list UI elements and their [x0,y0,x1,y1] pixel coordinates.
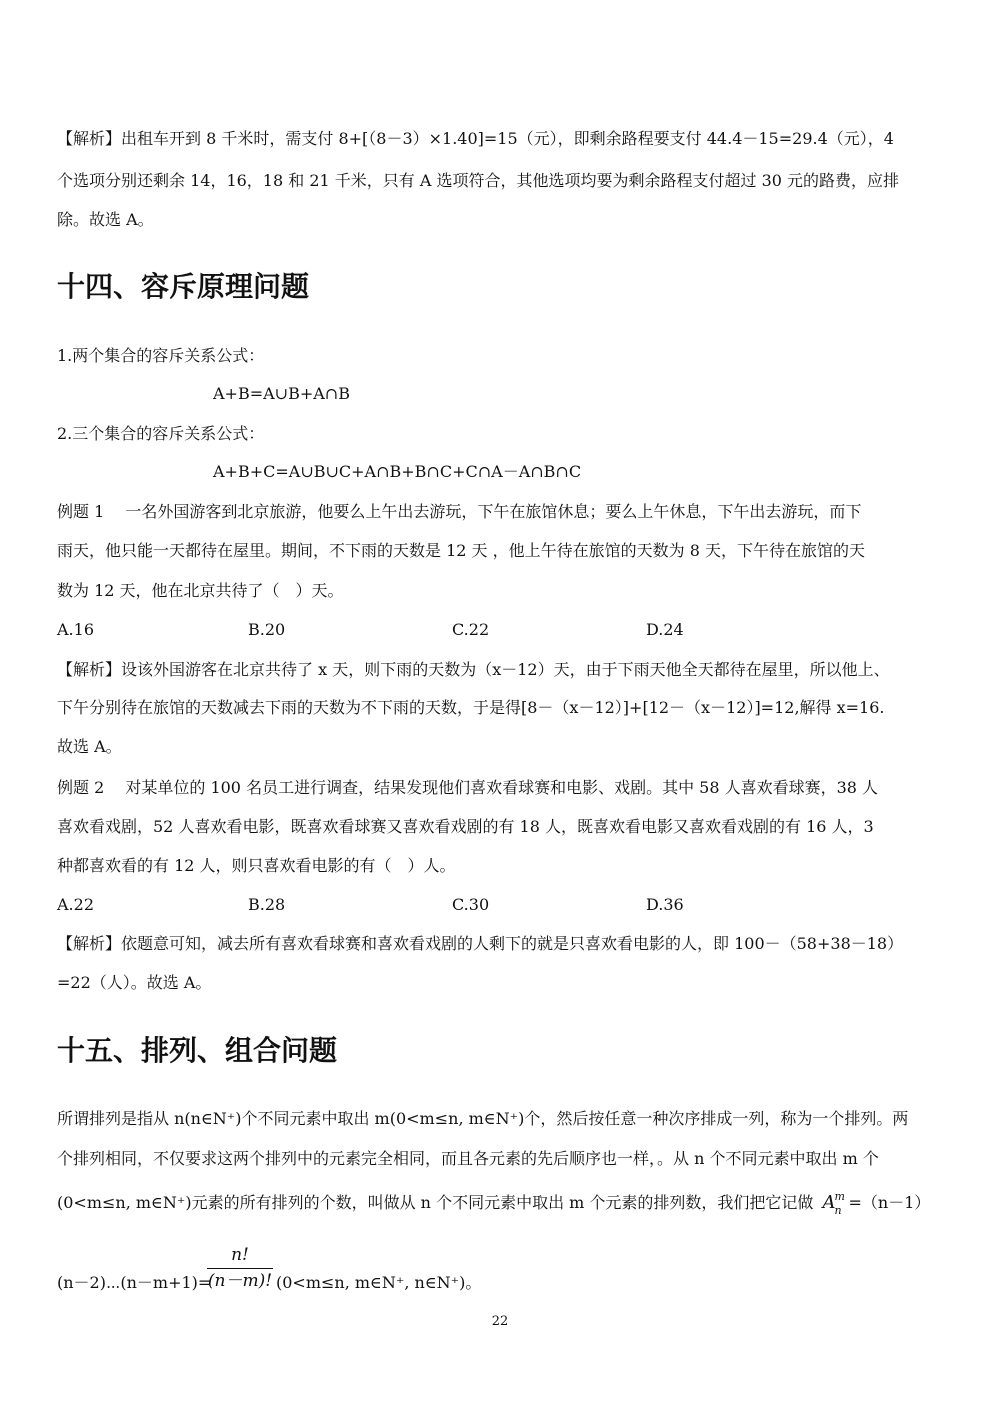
option-a: A.16 [57,620,94,639]
paragraph-text [57,1190,947,1217]
formula-head: (n－2)⋯(n－m+1)= [57,1273,212,1292]
example-text: 喜欢看戏剧，52 人喜欢看电影，既喜欢看球赛又喜欢看戏剧的有 18 人，既喜欢看电影又喜欢看戏剧的有 16 人，3 [57,817,874,836]
section-heading-14: 十四、容斥原理问题 [57,270,310,303]
fraction-numerator: n! [231,1245,249,1265]
paragraph-text-tail: =（n－1） [848,1193,931,1212]
example-text: 数为 12 天，他在北京共待了（ ）天。 [57,581,344,600]
section-heading-15: 十五、排列、组合问题 [57,1034,338,1067]
analysis-text: =22（人）。故选 A。 [57,973,212,992]
page-number: 22 [491,1314,509,1329]
option-d: D.36 [646,895,684,914]
paragraph-text-main: (0<m≤n, m∈N⁺)元素的所有排列的个数，叫做从 n 个不同元素中取出 m 个元素的排列数，我们把它记做 [57,1193,814,1212]
formula-label: 2.三个集合的容斥关系公式： [57,424,265,443]
option-d: D.24 [646,620,684,639]
example-text: 例题 1 一名外国游客到北京旅游，他要么上午出去游玩，下午在旅馆休息；要么上午休息，下午出去游玩，而下 [57,502,862,521]
option-c: C.30 [452,895,490,914]
analysis-text: 【解析】依题意可知，减去所有喜欢看球赛和喜欢看戏剧的人剩下的就是只喜欢看电影的人，即 100－（58+38－18） [57,934,904,953]
example-text: 例题 2 对某单位的 100 名员工进行调查，结果发现他们喜欢看球赛和电影、戏剧。其中 58 人喜欢看球赛，38 人 [57,778,879,797]
permutation-symbol [822,1190,849,1217]
formula-label: 1.两个集合的容斥关系公式： [57,346,265,365]
permutation-symbol-sub: n [834,1204,842,1217]
option-a: A.22 [57,895,94,914]
permutation-symbol-sup: m [834,1190,845,1203]
fraction-denominator: (n－m)! [207,1271,273,1291]
analysis-text: 故选 A。 [57,737,122,756]
option-b: B.20 [248,620,286,639]
option-c: C.22 [452,620,490,639]
analysis-text: 除。故选 A。 [57,210,154,229]
analysis-text: 个选项分别还剩余 14，16，18 和 21 千米，只有 A 选项符合，其他选项均要为剩余路程支付超过 30 元的路费，应排 [57,171,900,190]
fraction-bar [207,1268,273,1269]
analysis-text: 下午分别待在旅馆的天数减去下雨的天数为不下雨的天数，于是得[8－（x－12）]+[12－（x－12）]=12,解得 x=16. [57,698,885,717]
paragraph-text: 个排列相同，不仅要求这两个排列中的元素完全相同，而且各元素的先后顺序也一样，。从 n 个不同元素中取出 m 个 [57,1149,879,1168]
analysis-text: 【解析】设该外国游客在北京共待了 x 天，则下雨的天数为（x－12）天，由于下雨天他全天都待在屋里，所以他上、 [57,660,890,679]
example-text: 雨天，他只能一天都待在屋里。期间，不下雨的天数是 12 天 ，他上午待在旅馆的天数为 8 天，下午待在旅馆的天 [57,541,865,560]
paragraph-text: 所谓排列是指从 n(n∈N⁺)个不同元素中取出 m(0<m≤n, m∈N⁺)个，然后按任意一种次序排成一列，称为一个排列。两 [57,1109,909,1128]
example-text: 种都喜欢看的有 12 人，则只喜欢看电影的有（ ）人。 [57,856,456,875]
formula-tail: (0<m≤n, m∈N⁺, n∈N⁺)。 [276,1273,482,1292]
option-b: B.28 [248,895,286,914]
fraction [207,1244,273,1292]
formula: A+B+C=A∪B∪C+A∩B+B∩C+C∩A－A∩B∩C [213,462,582,481]
permutation-symbol-base: A [822,1192,836,1213]
analysis-text: 【解析】出租车开到 8 千米时，需支付 8+[（8－3）×1.40]=15（元），即剩余路程要支付 44.4－15=29.4（元），4 [57,129,894,148]
formula: A+B=A∪B+A∩B [213,384,350,403]
